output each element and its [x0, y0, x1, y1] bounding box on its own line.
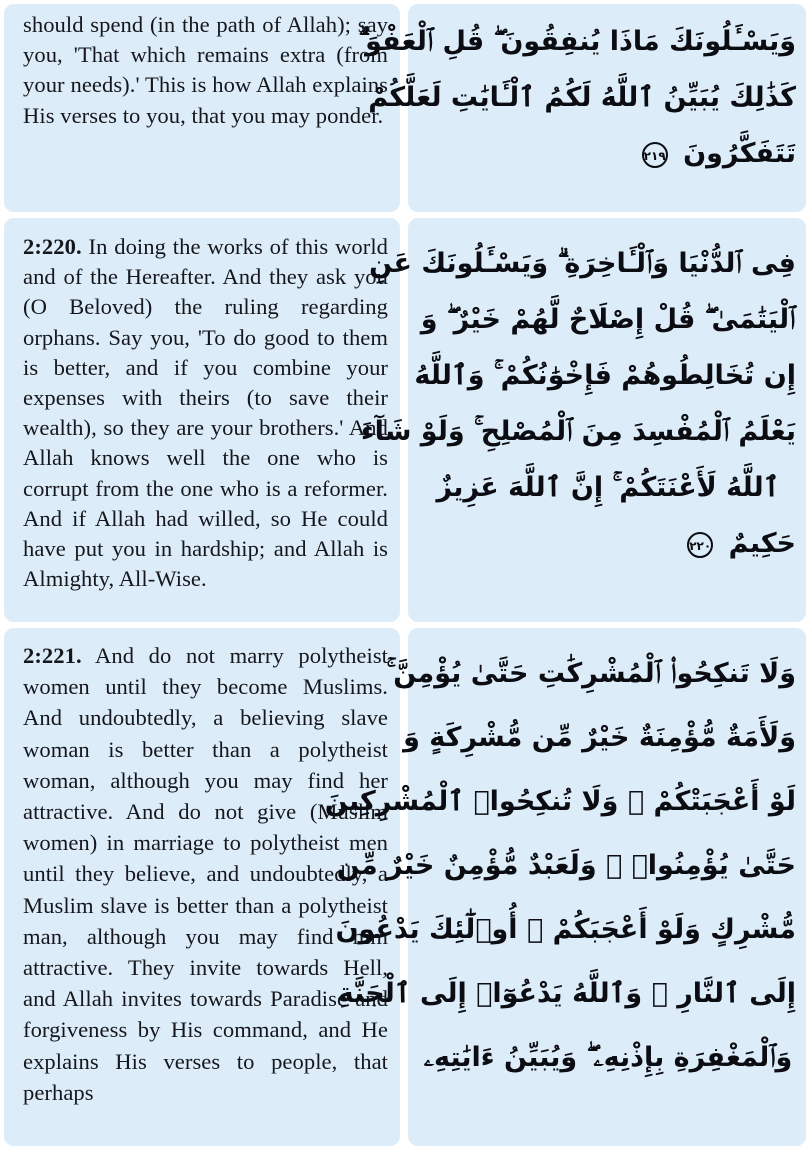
- arabic-verse-cell: [358, 4, 806, 212]
- verse-row-220: [0, 218, 810, 622]
- verse-reference: 2:220.: [23, 234, 82, 259]
- arabic-line-text: حَكِيمٌ: [728, 528, 796, 559]
- translation-body: In doing the works of this world and of the Hereafter. And they ask you (O Beloved) the ruling regarding orphans. Say you, 'To do good to them is better, and if you combine your expenses with theirs (to save their wealth), so they are your brothers.' And Allah knows well the one who is corrupt from the one who is a reformer. And if Allah had willed, so He could have put you in hardship; and Allah is Almighty, All-Wise.: [23, 234, 389, 592]
- arabic-line: ٱللَّهُ لَأَعْنَتَكُمْ ۚ إِنَّ ٱللَّهَ عَزِيزٌ: [436, 472, 780, 503]
- arabic-line: إِلَى ٱلنَّارِ ۖ وَٱللَّهُ يَدْعُوٓا۟ إِلَى ٱلْجَنَّةِ: [337, 978, 796, 1009]
- english-translation-text: [23, 232, 388, 594]
- arabic-line: وَٱلْمَغْفِرَةِ بِإِذْنِهِۦ ۖ وَيُبَيِّنُ ءَايَٰتِهِۦ: [423, 1042, 793, 1073]
- arabic-line-end: [420, 126, 796, 182]
- arabic-verse-cell: [324, 628, 806, 1146]
- arabic-line-text: تَتَفَكَّرُونَ: [683, 138, 796, 169]
- arabic-line: ٱلْيَتَٰمَىٰ ۖ قُلْ إِصْلَاحٌ لَّهُمْ خَيْرٌ ۖ وَ: [420, 304, 796, 335]
- english-translation-cell: [4, 4, 400, 212]
- ayah-number-marker: ٢١٩: [642, 142, 668, 168]
- verse-reference: 2:221.: [23, 643, 82, 668]
- arabic-line: يَعْلَمُ ٱلْمُفْسِدَ مِنَ ٱلْمُصْلِحِ ۚ وَلَوْ شَآءَ: [360, 416, 796, 447]
- verse-row-221: [0, 628, 810, 1146]
- english-translation-text: [23, 10, 388, 131]
- arabic-line: حَتَّىٰ يُؤْمِنُوا۟ ۚ وَلَعَبْدٌ مُّؤْمِنٌ خَيْرٌ مِّن: [336, 850, 796, 881]
- arabic-line: وَلَأَمَةٌ مُّؤْمِنَةٌ خَيْرٌ مِّن مُّشْرِكَةٍ وَ: [403, 722, 796, 753]
- verse-row-219: [0, 4, 810, 212]
- arabic-line: وَلَا تَنكِحُوا۟ ٱلْمُشْرِكَٰتِ حَتَّىٰ يُؤْمِنَّ ۚ: [386, 658, 796, 689]
- translation-body: And do not marry polytheist women until they become Muslims. And undoubtedly, a believing slave woman is better than a polytheist woman, although you may find her attractive. And do not give (Muslim women) in marriage to polytheist men until they believe, and undoubtedly, a Muslim slave is better than a polytheist man, although you may find him attractive. They invite towards Hell, and Allah invites towards Paradise and forgiveness by His command, and He explains His verses to people, that perhaps: [23, 643, 389, 1105]
- english-translation-cell: [4, 218, 400, 622]
- translation-body: should spend (in the path of Allah); say you, 'That which remains extra (from your needs).' This is how Allah explains His verses to you, that you may ponder.: [23, 12, 388, 128]
- arabic-line: كَذَٰلِكَ يُبَيِّنُ ٱللَّهُ لَكُمُ ٱلْـَٔايَٰتِ لَعَلَّكُمْ: [368, 82, 796, 113]
- arabic-line: إِن تُخَالِطُوهُمْ فَإِخْوَٰنُكُمْ ۚ وَٱللَّهُ: [414, 360, 796, 391]
- ayah-number-marker: ٢٢٠: [687, 532, 713, 558]
- english-translation-text: [23, 640, 388, 1108]
- arabic-line: فِى ٱلدُّنْيَا وَٱلْـَٔاخِرَةِ ۗ وَيَسْـَٔلُونَكَ عَنِ: [369, 248, 796, 279]
- arabic-line: وَيَسْـَٔلُونَكَ مَاذَا يُنفِقُونَ ۖ قُلِ ٱلْعَفْوَ ۗ: [358, 26, 796, 57]
- arabic-line: مُّشْرِكٍ وَلَوْ أَعْجَبَكُمْ ۗ أُو۟لَٰٓئِكَ يَدْعُونَ: [335, 914, 796, 945]
- arabic-verse-cell: [360, 218, 806, 622]
- arabic-line-end: [420, 516, 796, 572]
- arabic-line: لَوْ أَعْجَبَتْكُمْ ۗ وَلَا تُنكِحُوا۟ ٱلْمُشْرِكِينَ: [324, 786, 796, 817]
